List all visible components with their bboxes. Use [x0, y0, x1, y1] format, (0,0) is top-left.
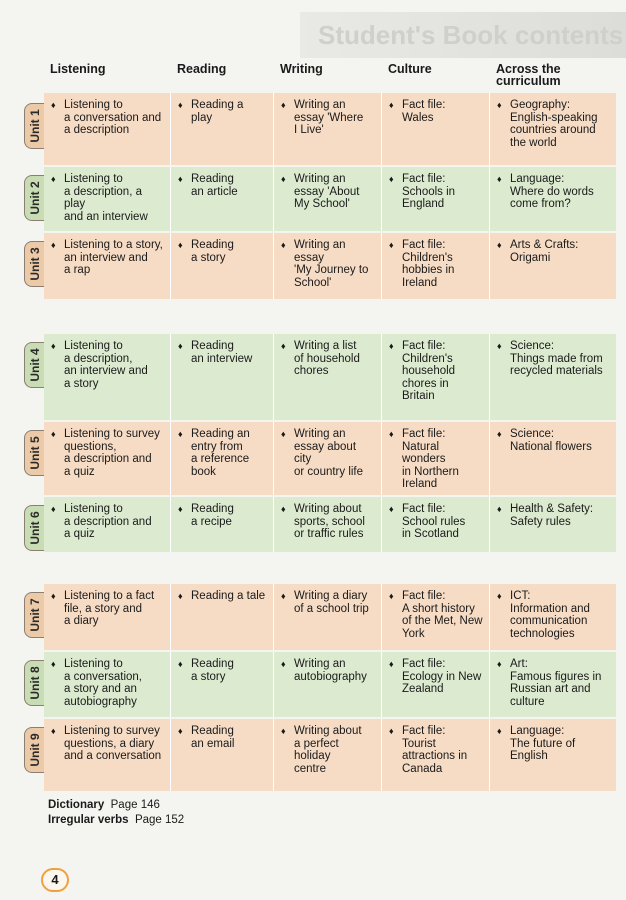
cell-text-line: A short history [402, 602, 475, 615]
cell-text-line: Arts & Crafts: [510, 239, 579, 251]
cell-listening [44, 584, 171, 650]
diamond-bullet-icon: ♦ [178, 504, 183, 514]
diamond-bullet-icon: ♦ [178, 429, 183, 439]
cell-text-line: a story [64, 377, 99, 390]
cell-text-line: Natural wonders [402, 440, 446, 466]
cell-writing [274, 584, 382, 650]
cell-text-line: Fact file: [402, 428, 446, 440]
cell-reading [171, 422, 274, 495]
cell-listening [44, 719, 171, 791]
diamond-bullet-icon: ♦ [178, 726, 183, 736]
cell-listening [44, 422, 171, 495]
unit-row [44, 584, 616, 650]
cell-text-line: Fact file: [402, 173, 446, 185]
cell-text-line: Writing an [294, 428, 346, 440]
cell-text-line: Safety rules [510, 515, 571, 528]
cell-reading [171, 497, 274, 552]
cell-text-line: The future of [510, 737, 576, 750]
unit-tab [24, 660, 44, 706]
diamond-bullet-icon: ♦ [281, 726, 286, 736]
cell-text-line: Geography: [510, 99, 571, 111]
cell-text-line: Listening to survey [64, 725, 160, 737]
cell-text-line: a description, a play [64, 185, 142, 211]
diamond-bullet-icon: ♦ [389, 591, 394, 601]
cell-text-line: Science: [510, 340, 555, 352]
dictionary-label: Dictionary [48, 799, 105, 811]
footer-dictionary [48, 799, 160, 811]
cell-text-line: a rap [64, 264, 91, 277]
cell-text-line: autobiography [294, 670, 367, 683]
header-across-line1: Across the [496, 62, 561, 76]
cell-text-line: Reading [191, 239, 234, 251]
cell-text-line: English [510, 750, 548, 763]
cell-text-line: Famous figures in [510, 670, 602, 683]
cell-culture [382, 93, 490, 165]
cell-writing [274, 93, 382, 165]
diamond-bullet-icon: ♦ [281, 240, 286, 250]
cell-across-curriculum [490, 652, 616, 717]
cell-text-line: autobiography [64, 695, 137, 708]
diamond-bullet-icon: ♦ [51, 429, 56, 439]
cell-listening [44, 233, 171, 299]
cell-culture [382, 719, 490, 791]
unit-row [44, 719, 616, 791]
diamond-bullet-icon: ♦ [497, 591, 502, 601]
cell-text-line: Fact file: [402, 590, 446, 602]
cell-text-line: a quiz [64, 465, 95, 478]
cell-text-line: essay 'Where [294, 111, 364, 124]
cell-text-line: Writing an essay [294, 239, 346, 264]
cell-text-line: questions, [64, 440, 117, 453]
diamond-bullet-icon: ♦ [497, 726, 502, 736]
diamond-bullet-icon: ♦ [51, 726, 56, 736]
cell-text-line: hobbies in [402, 264, 455, 277]
cell-text-line: 'My Journey to [294, 264, 369, 277]
cell-text-line: Things made from [510, 352, 603, 365]
cell-listening [44, 93, 171, 165]
header-across-curriculum [496, 63, 561, 87]
unit-tab [24, 505, 44, 551]
cell-text-line: a quiz [64, 528, 95, 541]
cell-culture [382, 497, 490, 552]
cell-text-line: My School' [294, 198, 350, 211]
irregular-verbs-label: Irregular verbs [48, 814, 129, 826]
cell-text-line: and a conversation [64, 750, 162, 763]
diamond-bullet-icon: ♦ [178, 659, 183, 669]
diamond-bullet-icon: ♦ [389, 504, 394, 514]
cell-culture [382, 422, 490, 495]
cell-text-line: a conversation and [64, 111, 162, 124]
cell-text-line: Zealand [402, 683, 444, 696]
cell-writing [274, 233, 382, 299]
cell-text-line: a perfect holiday [294, 737, 339, 763]
cell-culture [382, 652, 490, 717]
cell-text-line: Fact file: [402, 503, 446, 515]
header-writing: Writing [280, 62, 323, 76]
cell-reading [171, 584, 274, 650]
unit-row [44, 93, 616, 165]
cell-text-line: Writing a list [294, 340, 357, 352]
cell-text-line: Fact file: [402, 340, 446, 352]
diamond-bullet-icon: ♦ [497, 174, 502, 184]
diamond-bullet-icon: ♦ [389, 429, 394, 439]
cell-text-line: a description and [64, 453, 152, 466]
cell-text-line: a story [191, 251, 226, 264]
cell-text-line: Ireland [402, 276, 438, 289]
cell-text-line: Where do words [510, 185, 594, 198]
cell-text-line: Listening to [64, 99, 123, 111]
cell-reading [171, 719, 274, 791]
diamond-bullet-icon: ♦ [51, 240, 56, 250]
diamond-bullet-icon: ♦ [281, 174, 286, 184]
cell-text-line: communication [510, 615, 588, 628]
diamond-bullet-icon: ♦ [389, 659, 394, 669]
cell-reading [171, 334, 274, 420]
diamond-bullet-icon: ♦ [178, 100, 183, 110]
cell-text-line: Wales [402, 111, 434, 124]
cell-text-line: Ireland [402, 478, 438, 491]
cell-text-line: or country life [294, 465, 364, 478]
cell-text-line: book [191, 465, 216, 478]
diamond-bullet-icon: ♦ [281, 659, 286, 669]
cell-culture [382, 233, 490, 299]
diamond-bullet-icon: ♦ [51, 174, 56, 184]
cell-text-line: Health & Safety: [510, 503, 594, 515]
unit-tab [24, 175, 44, 221]
cell-across-curriculum [490, 93, 616, 165]
cell-text-line: Art: [510, 658, 528, 670]
cell-text-line: School' [294, 276, 332, 289]
diamond-bullet-icon: ♦ [51, 591, 56, 601]
diamond-bullet-icon: ♦ [281, 429, 286, 439]
diamond-bullet-icon: ♦ [281, 591, 286, 601]
cell-text-line: essay 'About [294, 185, 360, 198]
unit-tab-label: Unit 1 [27, 109, 42, 143]
diamond-bullet-icon: ♦ [497, 659, 502, 669]
cell-writing [274, 719, 382, 791]
cell-text-line: a recipe [191, 515, 232, 528]
cell-writing [274, 652, 382, 717]
diamond-bullet-icon: ♦ [51, 504, 56, 514]
diamond-bullet-icon: ♦ [178, 174, 183, 184]
unit-tab [24, 430, 44, 476]
cell-text-line: countries around [510, 124, 596, 137]
cell-across-curriculum [490, 584, 616, 650]
cell-text-line: questions, a diary [64, 737, 155, 750]
cell-across-curriculum [490, 497, 616, 552]
cell-listening [44, 334, 171, 420]
cell-text-line: Listening to a story, [64, 239, 163, 251]
cell-text-line: technologies [510, 627, 575, 640]
cell-text-line: attractions in [402, 750, 468, 763]
cell-writing [274, 334, 382, 420]
cell-text-line: Fact file: [402, 239, 446, 251]
cell-text-line: a story [191, 670, 226, 683]
cell-text-line: England [402, 198, 445, 211]
cell-text-line: ICT: [510, 590, 531, 602]
diamond-bullet-icon: ♦ [389, 341, 394, 351]
cell-text-line: Children's [402, 251, 453, 264]
header-reading: Reading [177, 62, 227, 76]
diamond-bullet-icon: ♦ [281, 100, 286, 110]
cell-text-line: York [402, 627, 425, 640]
cell-text-line: of household [294, 352, 360, 365]
cell-text-line: Reading [191, 173, 234, 185]
cell-text-line: Fact file: [402, 658, 446, 670]
cell-text-line: file, a story and [64, 602, 142, 615]
cell-text-line: an interview [191, 352, 253, 365]
cell-text-line: Reading an [191, 428, 250, 440]
diamond-bullet-icon: ♦ [497, 429, 502, 439]
cell-text-line: Listening to [64, 503, 123, 515]
unit-tab-label: Unit 2 [27, 181, 42, 215]
header-culture: Culture [388, 62, 432, 76]
cell-text-line: Writing about [294, 725, 362, 737]
cell-reading [171, 93, 274, 165]
cell-text-line: English-speaking [510, 111, 598, 124]
cell-text-line: chores in Britain [402, 377, 449, 403]
cell-text-line: in Northern [402, 465, 459, 478]
cell-text-line: Science: [510, 428, 555, 440]
cell-text-line: Listening to [64, 658, 123, 670]
cell-text-line: chores [294, 365, 329, 378]
irregular-verbs-page: Page 152 [134, 814, 185, 826]
unit-row [44, 167, 616, 231]
cell-text-line: sports, school [294, 515, 365, 528]
cell-text-line: an email [191, 737, 235, 750]
unit-row [44, 334, 616, 420]
cell-text-line: Listening to survey [64, 428, 160, 440]
cell-text-line: a conversation, [64, 670, 142, 683]
diamond-bullet-icon: ♦ [281, 504, 286, 514]
cell-text-line: Origami [510, 251, 551, 264]
dictionary-page: Page 146 [110, 799, 160, 811]
page-number: 4 [41, 868, 69, 892]
cell-culture [382, 584, 490, 650]
unit-tab [24, 592, 44, 638]
unit-tab-label: Unit 5 [27, 436, 42, 470]
cell-text-line: Russian art and [510, 683, 591, 696]
cell-text-line: School rules [402, 515, 466, 528]
cell-text-line: a description, [64, 352, 133, 365]
diamond-bullet-icon: ♦ [389, 174, 394, 184]
cell-text-line: an interview and [64, 365, 148, 378]
cell-text-line: Ecology in New [402, 670, 482, 683]
cell-writing [274, 167, 382, 231]
cell-text-line: an interview and [64, 251, 148, 264]
cell-writing [274, 497, 382, 552]
diamond-bullet-icon: ♦ [497, 240, 502, 250]
cell-text-line: Tourist [402, 737, 436, 750]
cell-text-line: Reading [191, 658, 234, 670]
cell-text-line: of the Met, New [402, 615, 483, 628]
diamond-bullet-icon: ♦ [281, 341, 286, 351]
cell-writing [274, 422, 382, 495]
cell-text-line: I Live' [294, 124, 324, 137]
cell-text-line: centre [294, 762, 326, 775]
diamond-bullet-icon: ♦ [178, 591, 183, 601]
unit-tab-label: Unit 4 [27, 348, 42, 382]
cell-listening [44, 497, 171, 552]
footer-irregular-verbs [48, 814, 184, 826]
cell-text-line: essay about city [294, 440, 357, 466]
cell-text-line: Listening to [64, 173, 123, 185]
cell-text-line: a description [64, 124, 130, 137]
cell-text-line: Fact file: [402, 99, 446, 111]
cell-text-line: Fact file: [402, 725, 446, 737]
diamond-bullet-icon: ♦ [497, 100, 502, 110]
cell-text-line: Writing a diary [294, 590, 368, 602]
unit-row [44, 497, 616, 552]
cell-reading [171, 167, 274, 231]
diamond-bullet-icon: ♦ [389, 100, 394, 110]
cell-text-line: the world [510, 136, 557, 149]
cell-culture [382, 334, 490, 420]
cell-text-line: Writing about [294, 503, 362, 515]
cell-across-curriculum [490, 233, 616, 299]
cell-text-line: a description and [64, 515, 152, 528]
cell-listening [44, 652, 171, 717]
cell-text-line: in Scotland [402, 528, 459, 541]
header-across-line2: curriculum [496, 74, 561, 88]
diamond-bullet-icon: ♦ [497, 341, 502, 351]
cell-text-line: Canada [402, 762, 443, 775]
cell-text-line: Writing an [294, 99, 346, 111]
cell-text-line: culture [510, 695, 545, 708]
cell-text-line: Reading a play [191, 99, 244, 124]
cell-text-line: National flowers [510, 440, 592, 453]
cell-reading [171, 652, 274, 717]
diamond-bullet-icon: ♦ [51, 341, 56, 351]
cell-across-curriculum [490, 167, 616, 231]
cell-text-line: of a school trip [294, 602, 369, 615]
unit-row [44, 652, 616, 717]
cell-text-line: Reading [191, 340, 234, 352]
unit-row [44, 233, 616, 299]
unit-tab [24, 727, 44, 773]
cell-text-line: Schools in [402, 185, 456, 198]
cell-text-line: an article [191, 185, 238, 198]
diamond-bullet-icon: ♦ [389, 240, 394, 250]
diamond-bullet-icon: ♦ [178, 240, 183, 250]
cell-text-line: a diary [64, 615, 99, 628]
cell-text-line: entry from [191, 440, 243, 453]
unit-tab [24, 103, 44, 149]
diamond-bullet-icon: ♦ [51, 659, 56, 669]
cell-text-line: Reading [191, 725, 234, 737]
cell-text-line: recycled materials [510, 365, 603, 378]
cell-listening [44, 167, 171, 231]
cell-across-curriculum [490, 719, 616, 791]
cell-text-line: household [402, 365, 456, 378]
header-listening: Listening [50, 62, 106, 76]
cell-text-line: Reading [191, 503, 234, 515]
cell-across-curriculum [490, 422, 616, 495]
unit-row [44, 422, 616, 495]
cell-text-line: Children's [402, 352, 453, 365]
cell-culture [382, 167, 490, 231]
cell-text-line: come from? [510, 198, 571, 211]
cell-text-line: Writing an [294, 658, 346, 670]
cell-text-line: a story and an [64, 683, 137, 696]
unit-tab-label: Unit 9 [27, 733, 42, 767]
unit-tab [24, 342, 44, 388]
cell-text-line: and an interview [64, 210, 148, 223]
diamond-bullet-icon: ♦ [389, 726, 394, 736]
cell-text-line: Language: [510, 725, 565, 737]
cell-text-line: Language: [510, 173, 565, 185]
unit-tab-label: Unit 7 [27, 598, 42, 632]
diamond-bullet-icon: ♦ [497, 504, 502, 514]
background-book-title: Student's Book contents [300, 12, 626, 58]
cell-text-line: Listening to [64, 340, 123, 352]
cell-reading [171, 233, 274, 299]
cell-text-line: Listening to a fact [64, 590, 155, 602]
unit-tab-label: Unit 8 [27, 666, 42, 700]
cell-text-line: Information and [510, 602, 590, 615]
cell-text-line: Reading a tale [191, 590, 266, 602]
unit-tab [24, 241, 44, 287]
unit-tab-label: Unit 6 [27, 511, 42, 545]
unit-tab-label: Unit 3 [27, 247, 42, 281]
cell-text-line: Writing an [294, 173, 346, 185]
cell-text-line: or traffic rules [294, 528, 364, 541]
diamond-bullet-icon: ♦ [51, 100, 56, 110]
cell-text-line: a reference [191, 453, 250, 466]
table-header [0, 63, 626, 91]
cell-across-curriculum [490, 334, 616, 420]
diamond-bullet-icon: ♦ [178, 341, 183, 351]
